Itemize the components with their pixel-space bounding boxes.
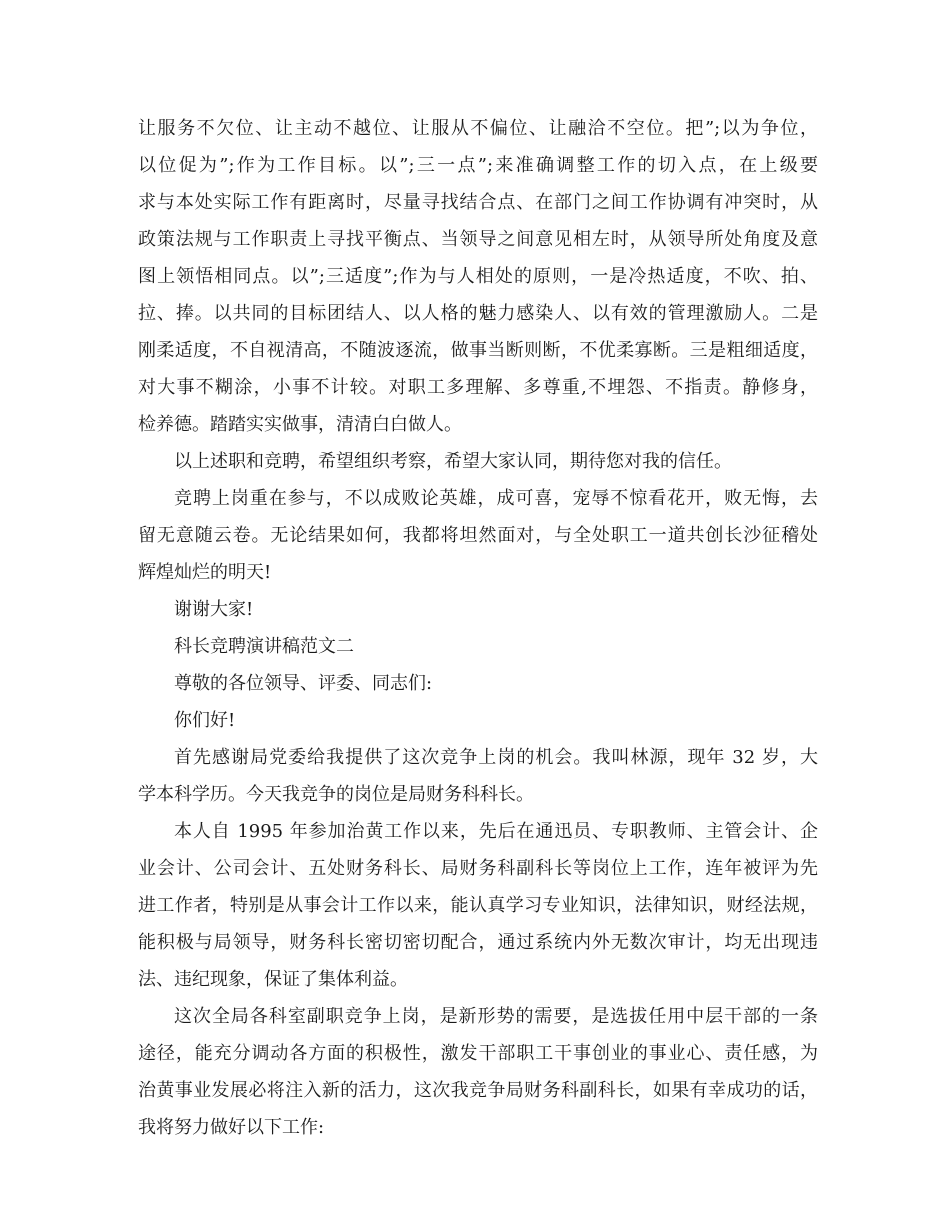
text-line: 让服务不欠位、让主动不越位、让服从不偏位、让融洽不空位。把”;以为争位， (138, 118, 818, 139)
text-line: 进工作者，特别是从事会计工作以来，能认真学习专业知识，法律知识，财经法规， (138, 895, 818, 916)
text-line: 能积极与局领导，财务科长密切密切配合，通过系统内外无数次审计，均无出现违 (138, 932, 818, 953)
text-line: 求与本处实际工作有距离时，尽量寻找结合点、在部门之间工作协调有冲突时，从 (138, 192, 818, 213)
text-line: 法、违纪现象，保证了集体利益。 (138, 969, 408, 990)
text-line: 以上述职和竞聘，希望组织考察，希望大家认同，期待您对我的信任。 (174, 451, 732, 472)
text-line: 谢谢大家! (174, 599, 254, 620)
text-line: 我将努力做好以下工作: (138, 1117, 325, 1138)
text-line: 竞聘上岗重在参与，不以成败论英雄，成可喜，宠辱不惊看花开，败无悔，去 (174, 488, 818, 509)
text-line: 留无意随云卷。无论结果如何，我都将坦然面对，与全处职工一道共创长沙征稽处 (138, 525, 818, 546)
text-line: 辉煌灿烂的明天! (138, 562, 272, 583)
text-line: 图上领悟相同点。以”;三适度”;作为与人相处的原则，一是冷热适度，不吹、拍、 (138, 266, 818, 287)
text-line: 途径，能充分调动各方面的积极性，激发干部职工干事创业的事业心、责任感，为 (138, 1043, 818, 1064)
document-body (138, 110, 818, 1146)
text-line: 对大事不糊涂，小事不计较。对职工多理解、多尊重,不埋怨、不指责。静修身， (138, 377, 818, 398)
text-line: 这次全局各科室副职竞争上岗，是新形势的需要，是选拔任用中层干部的一条 (174, 1006, 818, 1027)
text-line: 本人自 1995 年参加治黄工作以来，先后在通迅员、专职教师、主管会计、企 (174, 821, 818, 842)
text-line: 拉、捧。以共同的目标团结人、以人格的魅力感染人、以有效的管理激励人。二是 (138, 303, 818, 324)
text-line: 业会计、公司会计、五处财务科长、局财务科副科长等岗位上工作，连年被评为先 (138, 858, 818, 879)
text-line: 刚柔适度，不自视清高，不随波逐流，做事当断则断，不优柔寡断。三是粗细适度， (138, 340, 818, 361)
text-line: 以位促为”;作为工作目标。以”;三一点”;来准确调整工作的切入点，在上级要 (138, 155, 818, 176)
section-title: 科长竞聘演讲稿范文二 (174, 636, 354, 657)
text-line: 治黄事业发展必将注入新的活力，这次我竞争局财务科副科长，如果有幸成功的话， (138, 1080, 818, 1101)
text-line: 政策法规与工作职责上寻找平衡点、当领导之间意见相左时，从领导所处角度及意 (138, 229, 818, 250)
greeting: 你们好! (174, 710, 236, 731)
salutation: 尊敬的各位领导、评委、同志们: (174, 673, 433, 694)
text-line: 学本科学历。今天我竞争的岗位是局财务科科长。 (138, 784, 534, 805)
text-line: 首先感谢局党委给我提供了这次竞争上岗的机会。我叫林源，现年 32 岁，大 (174, 747, 818, 768)
text-line: 检养德。踏踏实实做事，清清白白做人。 (138, 414, 462, 435)
